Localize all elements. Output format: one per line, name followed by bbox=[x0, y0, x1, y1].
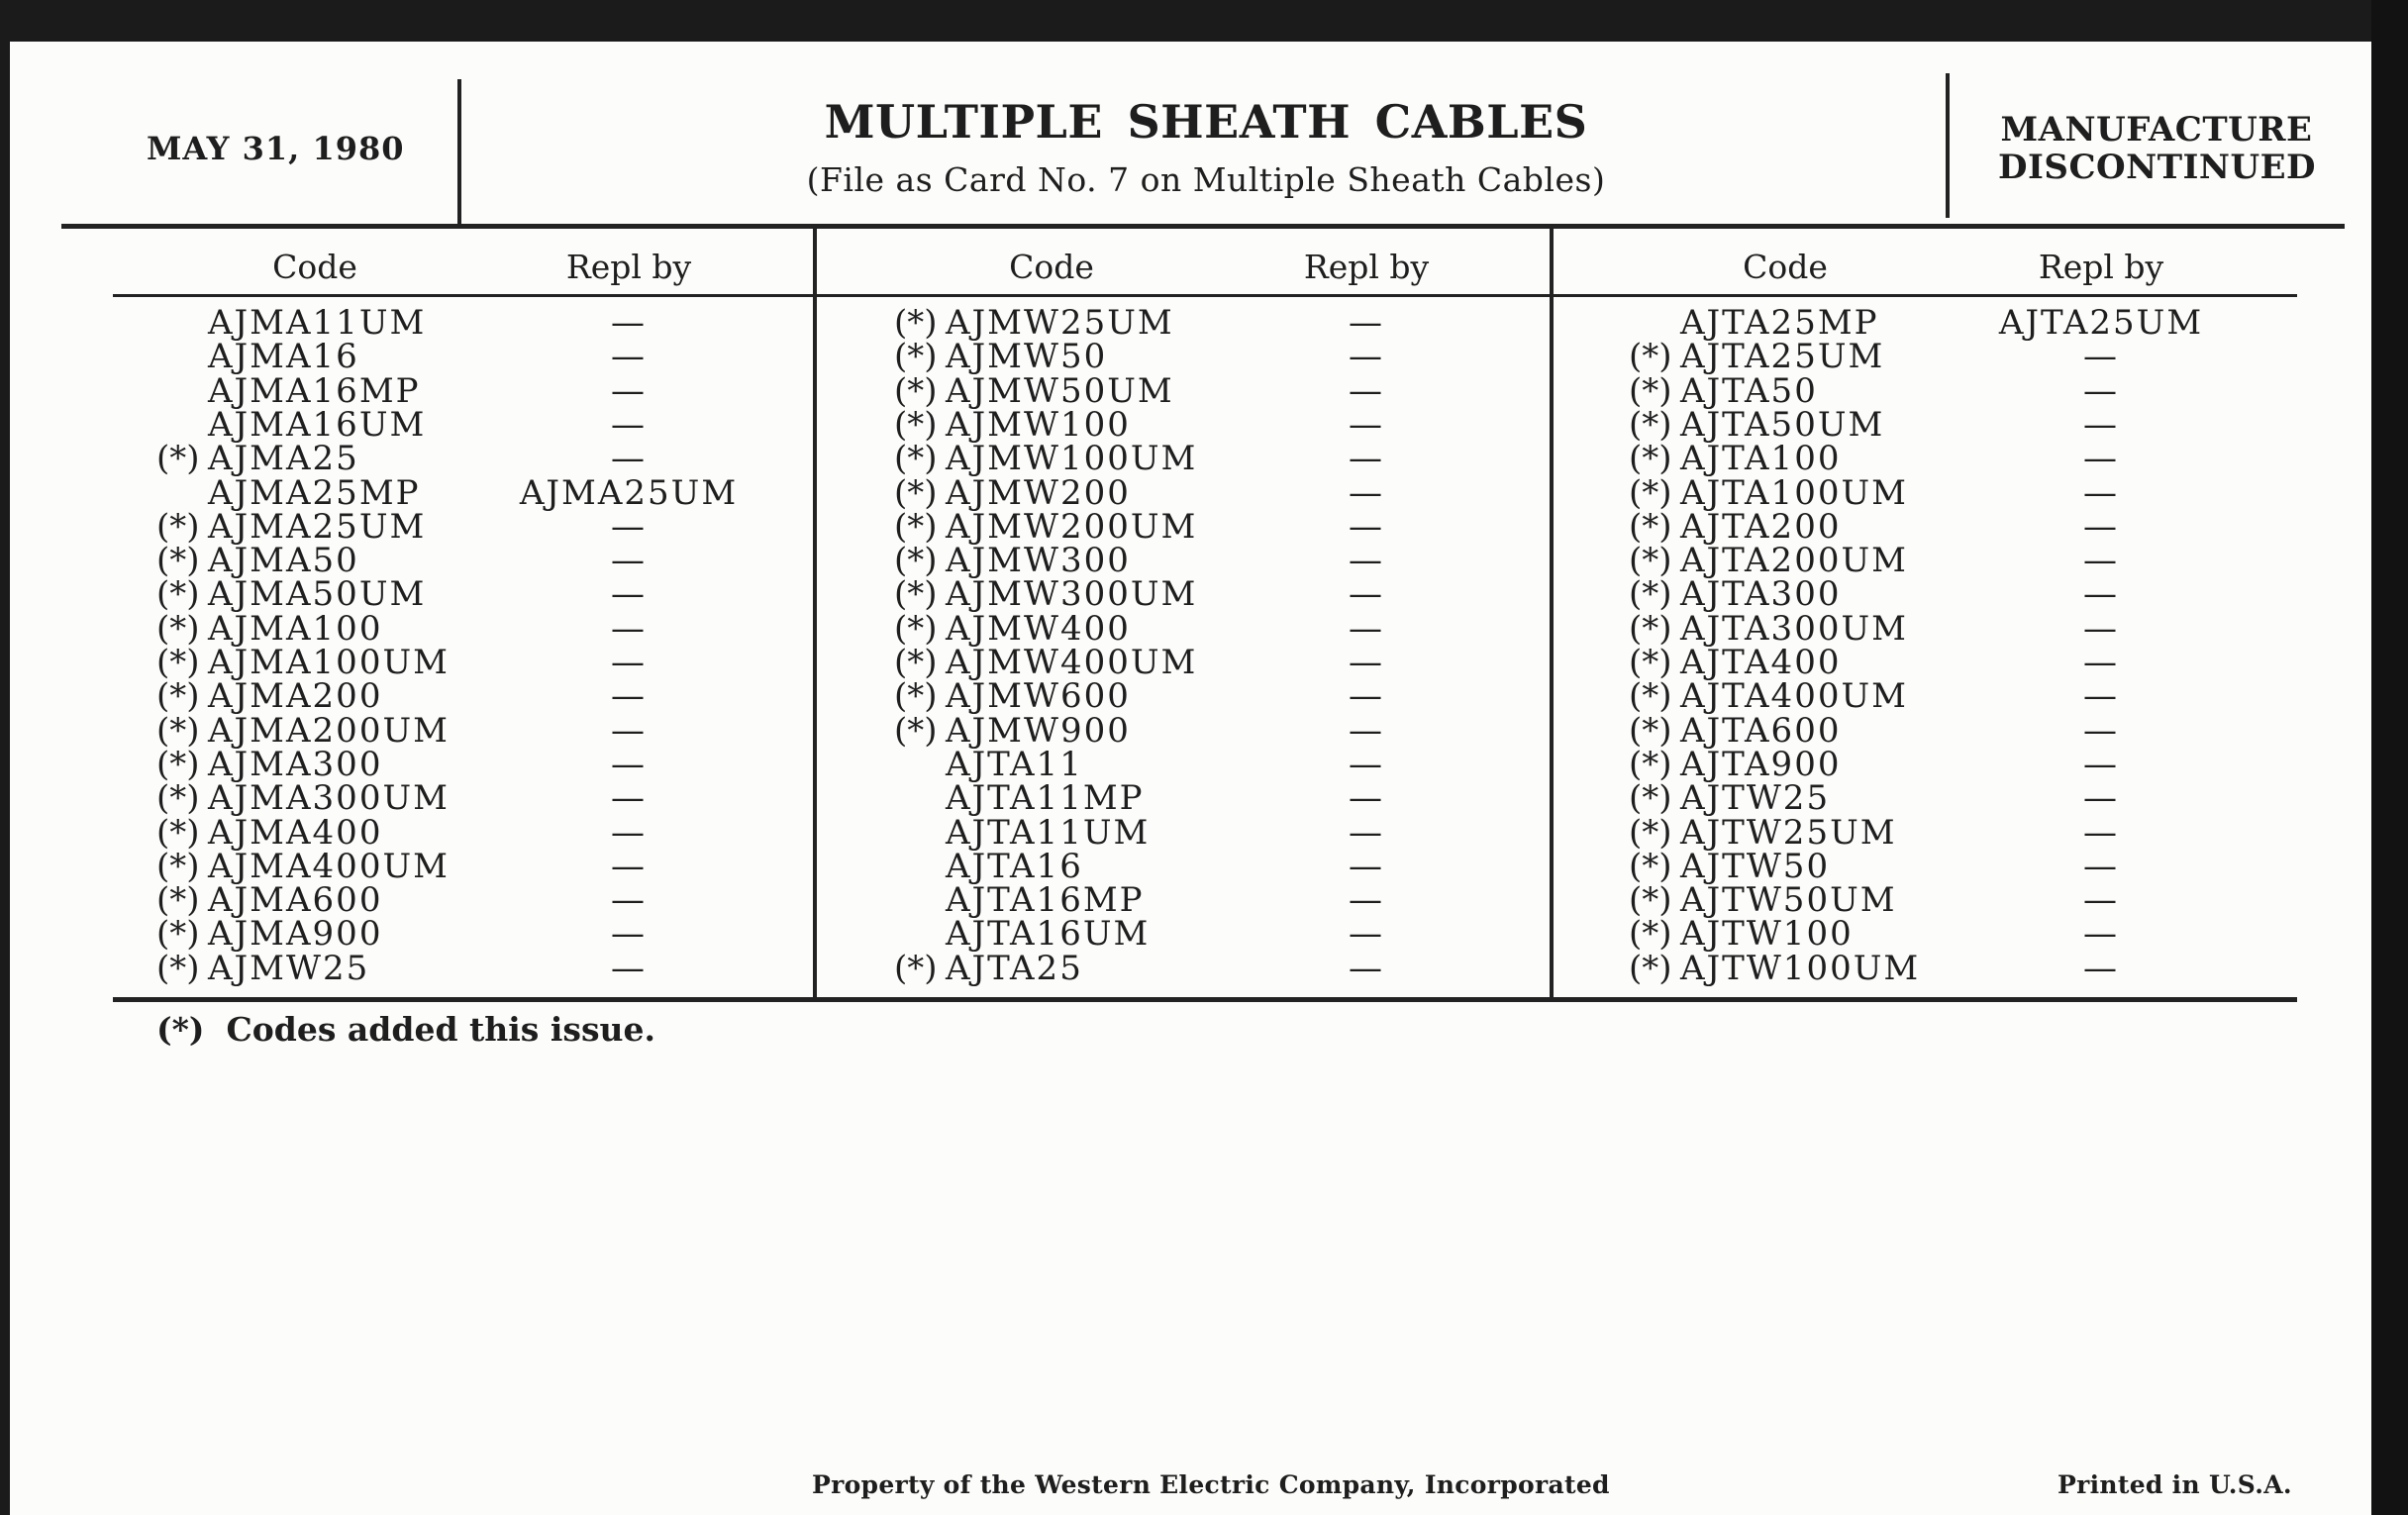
added-marker: (*) bbox=[1629, 541, 1672, 581]
code-value: AJMA11UM bbox=[208, 303, 427, 343]
added-marker: (*) bbox=[894, 439, 938, 479]
code-cell bbox=[156, 880, 383, 921]
status-line-2: DISCONTINUED bbox=[1998, 148, 2317, 187]
repl-cell: — bbox=[1349, 506, 1384, 547]
code-value: AJTW50UM bbox=[1680, 880, 1897, 921]
added-marker: (*) bbox=[1629, 846, 1672, 886]
code-cell bbox=[1629, 846, 1831, 886]
code-cell bbox=[156, 948, 370, 988]
code-cell bbox=[1629, 880, 1897, 921]
code-value: AJTW50 bbox=[1680, 846, 1831, 886]
column-divider-2 bbox=[1550, 228, 1554, 1002]
printed-notice: Printed in U.S.A. bbox=[2057, 1470, 2292, 1499]
added-marker: (*) bbox=[1629, 404, 1672, 445]
repl-cell: — bbox=[2083, 506, 2119, 547]
added-marker: (*) bbox=[156, 541, 200, 581]
code-cell bbox=[894, 744, 1083, 784]
code-value: AJTA25 bbox=[946, 948, 1083, 988]
code-value: AJMA50UM bbox=[208, 574, 427, 615]
code-cell bbox=[156, 710, 450, 751]
code-value: AJTA11MP bbox=[946, 778, 1145, 819]
code-value: AJMW100UM bbox=[946, 439, 1198, 479]
added-marker: (*) bbox=[894, 370, 938, 411]
added-marker: (*) bbox=[156, 744, 200, 784]
col2-repl-header: Repl by bbox=[1303, 248, 1430, 286]
code-cell bbox=[1629, 710, 1842, 751]
added-marker: (*) bbox=[156, 676, 200, 717]
code-value: AJMW600 bbox=[946, 676, 1131, 717]
repl-cell: — bbox=[2083, 880, 2119, 921]
repl-cell: — bbox=[611, 506, 647, 547]
added-marker: (*) bbox=[1629, 710, 1672, 751]
added-marker: (*) bbox=[156, 643, 200, 682]
added-marker: (*) bbox=[156, 846, 200, 886]
repl-cell: — bbox=[611, 608, 647, 649]
repl-cell: — bbox=[611, 676, 647, 717]
scan-border bbox=[2371, 0, 2408, 1515]
code-cell bbox=[894, 439, 1198, 479]
code-value: AJMA50 bbox=[208, 541, 359, 581]
added-marker: (*) bbox=[894, 472, 938, 513]
code-cell bbox=[156, 676, 383, 717]
added-marker: (*) bbox=[894, 506, 938, 547]
footnote bbox=[156, 1010, 655, 1049]
code-cell bbox=[894, 778, 1145, 819]
code-value: AJMA200UM bbox=[208, 710, 450, 751]
code-value: AJTW25UM bbox=[1680, 812, 1897, 853]
added-marker: (*) bbox=[1629, 506, 1672, 547]
header-divider-left bbox=[457, 79, 461, 228]
repl-cell: — bbox=[1349, 880, 1384, 921]
code-value: AJMW200 bbox=[946, 472, 1131, 513]
col1-code-header: Code bbox=[272, 248, 357, 286]
code-value: AJMA16UM bbox=[208, 404, 427, 445]
code-cell bbox=[156, 846, 450, 886]
code-cell bbox=[1629, 303, 1879, 343]
col2-code-header: Code bbox=[1009, 248, 1094, 286]
repl-cell: AJMA25UM bbox=[519, 472, 739, 513]
code-value: AJTA200 bbox=[1680, 506, 1842, 547]
code-cell bbox=[894, 472, 1131, 513]
code-value: AJTA300UM bbox=[1680, 608, 1908, 649]
code-value: AJMW50UM bbox=[946, 370, 1174, 411]
repl-cell: — bbox=[1349, 472, 1384, 513]
code-cell bbox=[156, 541, 359, 581]
added-marker: (*) bbox=[156, 608, 200, 649]
added-marker: (*) bbox=[1629, 472, 1672, 513]
repl-cell: — bbox=[2083, 439, 2119, 479]
code-cell bbox=[894, 643, 1198, 682]
added-marker: (*) bbox=[156, 880, 200, 921]
code-value: AJTA11UM bbox=[946, 812, 1151, 853]
code-value: AJMW400UM bbox=[946, 643, 1198, 682]
code-value: AJTA16 bbox=[946, 846, 1083, 886]
repl-cell: — bbox=[2083, 608, 2119, 649]
added-marker: (*) bbox=[1629, 370, 1672, 411]
repl-cell: — bbox=[611, 404, 647, 445]
code-value: AJMA300UM bbox=[208, 778, 450, 819]
code-value: AJMW100 bbox=[946, 404, 1131, 445]
code-cell bbox=[894, 846, 1083, 886]
code-value: AJTA50UM bbox=[1680, 404, 1885, 445]
code-value: AJTA600 bbox=[1680, 710, 1842, 751]
code-value: AJMW300UM bbox=[946, 574, 1198, 615]
added-marker: (*) bbox=[894, 541, 938, 581]
repl-cell: — bbox=[1349, 370, 1384, 411]
code-cell bbox=[156, 404, 427, 445]
added-marker: (*) bbox=[894, 643, 938, 682]
code-cell bbox=[894, 676, 1131, 717]
repl-cell: — bbox=[2083, 710, 2119, 751]
added-marker: (*) bbox=[894, 337, 938, 377]
repl-cell: — bbox=[2083, 948, 2119, 988]
code-cell bbox=[894, 404, 1131, 445]
column-divider-1 bbox=[813, 228, 817, 1002]
added-marker: (*) bbox=[1629, 608, 1672, 649]
col3-code-header: Code bbox=[1743, 248, 1828, 286]
added-marker: (*) bbox=[1629, 744, 1672, 784]
code-cell bbox=[156, 303, 427, 343]
repl-cell: — bbox=[1349, 710, 1384, 751]
added-marker: (*) bbox=[1629, 778, 1672, 819]
repl-cell: — bbox=[611, 744, 647, 784]
code-cell bbox=[156, 744, 383, 784]
code-value: AJTA16UM bbox=[946, 914, 1151, 955]
added-marker: (*) bbox=[894, 948, 938, 988]
code-cell bbox=[156, 370, 421, 411]
added-marker: (*) bbox=[156, 439, 200, 479]
repl-cell: — bbox=[611, 948, 647, 988]
code-value: AJMA16MP bbox=[208, 370, 421, 411]
column-header-rule bbox=[113, 294, 2297, 297]
code-value: AJMW50 bbox=[946, 337, 1108, 377]
code-cell bbox=[156, 914, 383, 955]
code-cell bbox=[1629, 472, 1908, 513]
repl-cell: — bbox=[1349, 948, 1384, 988]
code-cell bbox=[156, 778, 450, 819]
code-cell bbox=[894, 337, 1108, 377]
repl-cell: — bbox=[611, 439, 647, 479]
code-cell bbox=[1629, 439, 1842, 479]
col1-repl-header: Repl by bbox=[565, 248, 692, 286]
footnote-text: Codes added this issue. bbox=[226, 1010, 656, 1049]
repl-cell: — bbox=[1349, 812, 1384, 853]
added-marker: (*) bbox=[156, 914, 200, 955]
added-marker: (*) bbox=[156, 506, 200, 547]
repl-cell: — bbox=[1349, 337, 1384, 377]
repl-cell: — bbox=[1349, 541, 1384, 581]
code-value: AJMW25 bbox=[208, 948, 370, 988]
code-cell bbox=[1629, 574, 1842, 615]
footnote-mark: (*) bbox=[156, 1010, 205, 1049]
repl-cell: — bbox=[2083, 541, 2119, 581]
code-value: AJTW100UM bbox=[1680, 948, 1921, 988]
code-value: AJTA50 bbox=[1680, 370, 1818, 411]
table-bottom-rule bbox=[113, 997, 2297, 1002]
code-value: AJTA300 bbox=[1680, 574, 1842, 615]
code-cell bbox=[1629, 778, 1831, 819]
code-value: AJTW25 bbox=[1680, 778, 1831, 819]
code-cell bbox=[1629, 676, 1908, 717]
repl-cell: — bbox=[611, 303, 647, 343]
page-subtitle: (File as Card No. 7 on Multiple Sheath Cables) bbox=[806, 160, 1606, 199]
repl-cell: — bbox=[1349, 744, 1384, 784]
repl-cell: — bbox=[1349, 643, 1384, 682]
code-cell bbox=[156, 608, 383, 649]
header-rule bbox=[61, 224, 2345, 229]
repl-cell: — bbox=[2083, 337, 2119, 377]
repl-cell: — bbox=[611, 337, 647, 377]
code-cell bbox=[1629, 370, 1818, 411]
repl-cell: — bbox=[2083, 676, 2119, 717]
code-cell bbox=[894, 574, 1198, 615]
repl-cell: — bbox=[611, 643, 647, 682]
repl-cell: — bbox=[2083, 370, 2119, 411]
repl-cell: — bbox=[2083, 846, 2119, 886]
repl-cell: — bbox=[1349, 574, 1384, 615]
code-cell bbox=[1629, 506, 1842, 547]
added-marker: (*) bbox=[156, 948, 200, 988]
property-notice: Property of the Western Electric Company, Incorporated bbox=[812, 1470, 1610, 1499]
code-value: AJMA25 bbox=[208, 439, 359, 479]
added-marker: (*) bbox=[894, 608, 938, 649]
code-cell bbox=[894, 710, 1131, 751]
repl-cell: — bbox=[2083, 574, 2119, 615]
header-divider-right bbox=[1946, 73, 1950, 218]
added-marker: (*) bbox=[894, 574, 938, 615]
code-cell bbox=[894, 506, 1198, 547]
code-value: AJTA400 bbox=[1680, 643, 1842, 682]
code-cell bbox=[156, 472, 421, 513]
repl-cell: — bbox=[1349, 846, 1384, 886]
repl-cell: — bbox=[1349, 914, 1384, 955]
added-marker: (*) bbox=[156, 710, 200, 751]
code-cell bbox=[894, 370, 1174, 411]
code-cell bbox=[156, 812, 383, 853]
added-marker: (*) bbox=[1629, 812, 1672, 853]
repl-cell: AJTA25UM bbox=[1998, 303, 2204, 343]
code-cell bbox=[1629, 608, 1908, 649]
code-cell bbox=[1629, 541, 1908, 581]
code-value: AJMA600 bbox=[208, 880, 383, 921]
code-value: AJMW25UM bbox=[946, 303, 1174, 343]
code-cell bbox=[156, 643, 450, 682]
status-line-1: MANUFACTURE bbox=[2000, 110, 2313, 150]
repl-cell: — bbox=[1349, 439, 1384, 479]
added-marker: (*) bbox=[1629, 948, 1672, 988]
repl-cell: — bbox=[2083, 914, 2119, 955]
repl-cell: — bbox=[611, 710, 647, 751]
code-value: AJTA16MP bbox=[946, 880, 1145, 921]
repl-cell: — bbox=[611, 880, 647, 921]
added-marker: (*) bbox=[1629, 676, 1672, 717]
code-value: AJMW900 bbox=[946, 710, 1131, 751]
code-cell bbox=[894, 948, 1083, 988]
code-cell bbox=[1629, 914, 1854, 955]
repl-cell: — bbox=[1349, 676, 1384, 717]
repl-cell: — bbox=[611, 812, 647, 853]
repl-cell: — bbox=[2083, 812, 2119, 853]
code-value: AJTA100 bbox=[1680, 439, 1842, 479]
code-cell bbox=[156, 506, 427, 547]
added-marker: (*) bbox=[894, 404, 938, 445]
repl-cell: — bbox=[1349, 404, 1384, 445]
code-value: AJMA300 bbox=[208, 744, 383, 784]
repl-cell: — bbox=[611, 541, 647, 581]
code-cell bbox=[156, 439, 359, 479]
code-cell bbox=[1629, 643, 1842, 682]
repl-cell: — bbox=[2083, 744, 2119, 784]
code-cell bbox=[1629, 744, 1842, 784]
code-value: AJMA100UM bbox=[208, 643, 450, 682]
code-cell bbox=[894, 812, 1151, 853]
page-title: MULTIPLE SHEATH CABLES bbox=[824, 95, 1588, 149]
code-value: AJMW300 bbox=[946, 541, 1131, 581]
col3-repl-header: Repl by bbox=[2038, 248, 2164, 286]
code-value: AJMA25UM bbox=[208, 506, 427, 547]
code-value: AJMA400 bbox=[208, 812, 383, 853]
code-value: AJMA25MP bbox=[208, 472, 421, 513]
code-value: AJMW400 bbox=[946, 608, 1131, 649]
code-value: AJMA900 bbox=[208, 914, 383, 955]
code-value: AJMA100 bbox=[208, 608, 383, 649]
repl-cell: — bbox=[611, 914, 647, 955]
code-value: AJTA25MP bbox=[1680, 303, 1879, 343]
code-cell bbox=[1629, 337, 1885, 377]
repl-cell: — bbox=[2083, 778, 2119, 819]
added-marker: (*) bbox=[1629, 337, 1672, 377]
added-marker: (*) bbox=[156, 574, 200, 615]
repl-cell: — bbox=[611, 574, 647, 615]
code-value: AJMW200UM bbox=[946, 506, 1198, 547]
code-cell bbox=[156, 574, 427, 615]
repl-cell: — bbox=[611, 778, 647, 819]
code-value: AJTA400UM bbox=[1680, 676, 1908, 717]
code-value: AJTA11 bbox=[946, 744, 1083, 784]
added-marker: (*) bbox=[1629, 880, 1672, 921]
code-value: AJMA16 bbox=[208, 337, 359, 377]
repl-cell: — bbox=[1349, 303, 1384, 343]
code-cell bbox=[1629, 948, 1921, 988]
added-marker: (*) bbox=[894, 710, 938, 751]
added-marker: (*) bbox=[1629, 439, 1672, 479]
code-cell bbox=[1629, 404, 1885, 445]
code-cell bbox=[1629, 812, 1897, 853]
code-value: AJTA25UM bbox=[1680, 337, 1885, 377]
repl-cell: — bbox=[1349, 778, 1384, 819]
repl-cell: — bbox=[1349, 608, 1384, 649]
code-value: AJMA400UM bbox=[208, 846, 450, 886]
added-marker: (*) bbox=[1629, 643, 1672, 682]
code-cell bbox=[156, 337, 359, 377]
code-value: AJMA200 bbox=[208, 676, 383, 717]
issue-date: MAY 31, 1980 bbox=[147, 130, 405, 167]
repl-cell: — bbox=[2083, 472, 2119, 513]
added-marker: (*) bbox=[156, 812, 200, 853]
code-value: AJTW100 bbox=[1680, 914, 1854, 955]
code-cell bbox=[894, 880, 1145, 921]
repl-cell: — bbox=[611, 846, 647, 886]
code-cell bbox=[894, 541, 1131, 581]
repl-cell: — bbox=[2083, 643, 2119, 682]
code-cell bbox=[894, 303, 1174, 343]
added-marker: (*) bbox=[894, 676, 938, 717]
added-marker: (*) bbox=[1629, 574, 1672, 615]
added-marker: (*) bbox=[156, 778, 200, 819]
repl-cell: — bbox=[2083, 404, 2119, 445]
code-cell bbox=[894, 914, 1151, 955]
code-cell bbox=[894, 608, 1131, 649]
code-value: AJTA900 bbox=[1680, 744, 1842, 784]
repl-cell: — bbox=[611, 370, 647, 411]
added-marker: (*) bbox=[1629, 914, 1672, 955]
code-value: AJTA200UM bbox=[1680, 541, 1908, 581]
status-label bbox=[1998, 111, 2315, 186]
added-marker: (*) bbox=[894, 303, 938, 343]
code-value: AJTA100UM bbox=[1680, 472, 1908, 513]
